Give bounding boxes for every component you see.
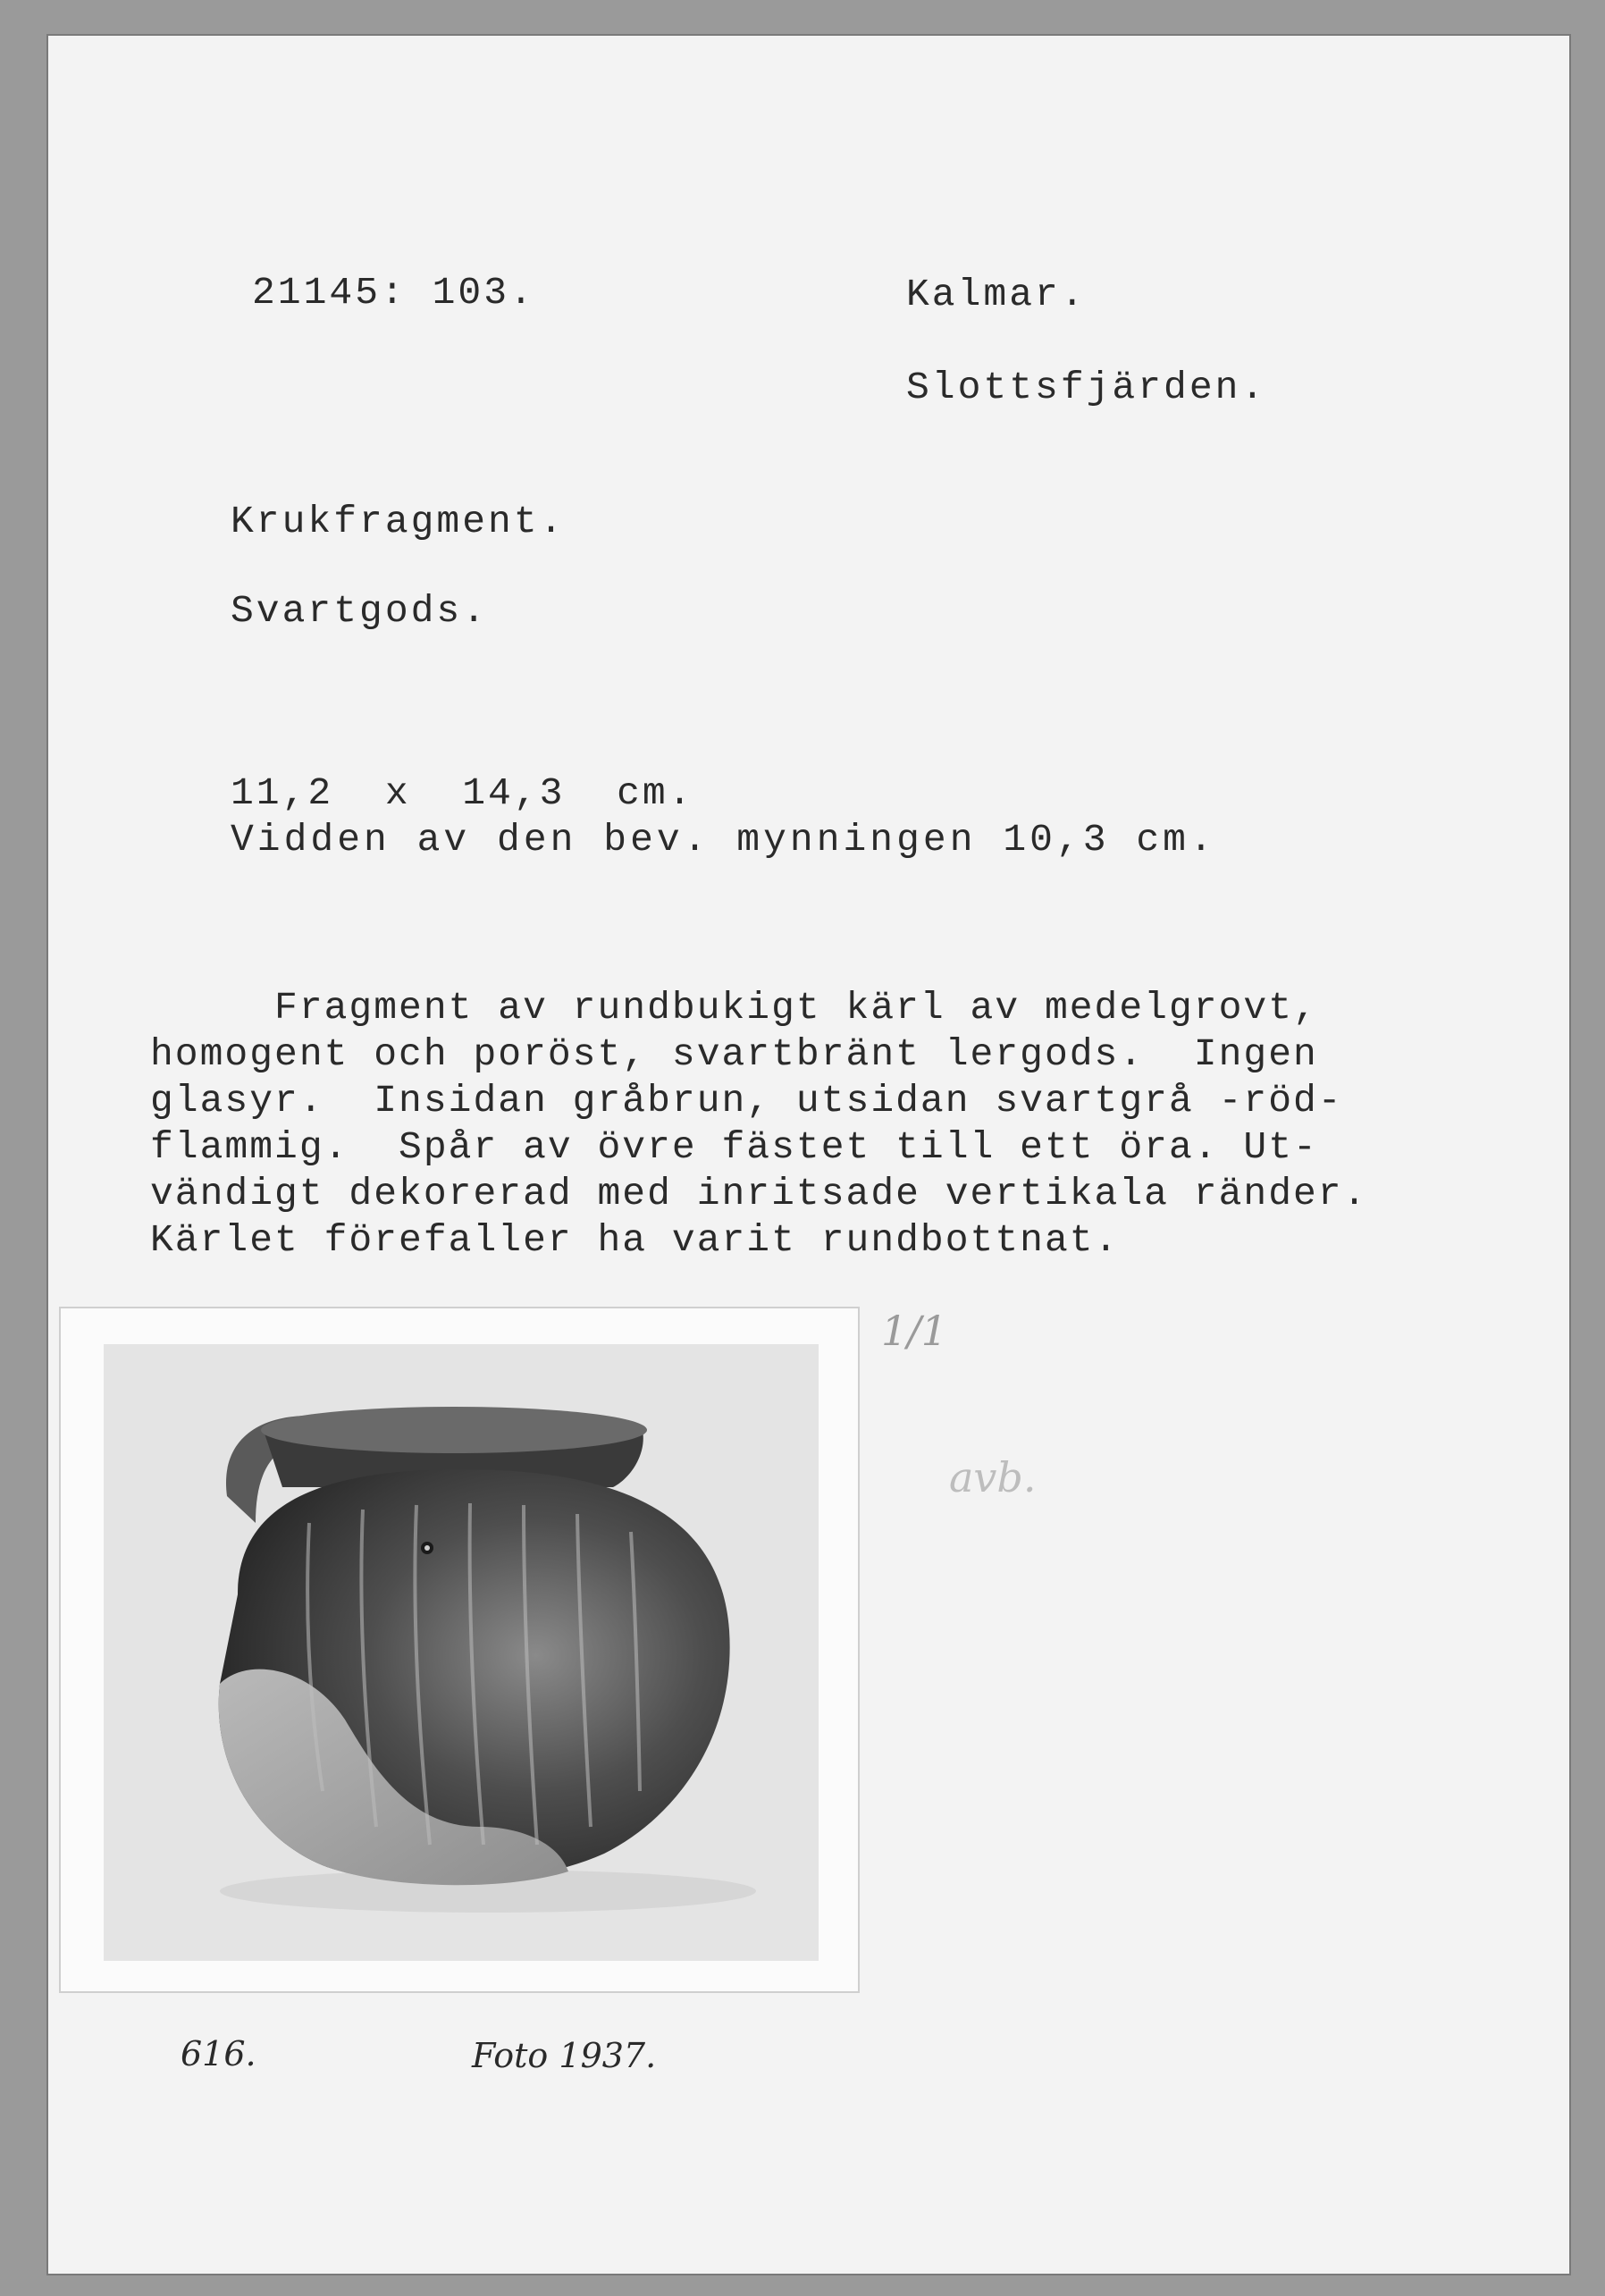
- place-name: Kalmar.: [906, 273, 1087, 316]
- photo-mount: [59, 1307, 860, 1993]
- description-line: homogent och poröst, svartbränt lergods. Ingen: [150, 1032, 1318, 1076]
- description-line: flammig. Spår av övre fästet till ett öra. Ut-: [150, 1125, 1318, 1169]
- object-dimensions: 11,2 x 14,3 cm.: [231, 771, 694, 815]
- description-line: glasyr. Insidan gråbrun, utsidan svartgrå -röd-: [150, 1079, 1343, 1123]
- description-line: Fragment av rundbukigt kärl av medelgrovt,: [150, 986, 1318, 1030]
- object-name: Krukfragment.: [231, 500, 566, 543]
- description-line: vändigt dekorerad med inritsade vertikala ränder.: [150, 1172, 1368, 1215]
- object-material: Svartgods.: [231, 589, 489, 633]
- faint-pencil-note: avb.: [949, 1453, 1037, 1501]
- site-name: Slottsfjärden.: [906, 366, 1267, 409]
- catalog-card: [46, 34, 1571, 2275]
- catalog-number: 21145: 103.: [252, 271, 535, 315]
- description-paragraph: [150, 985, 1367, 1264]
- description-line: Kärlet förefaller ha varit rundbottnat.: [150, 1218, 1120, 1262]
- photo-year: Foto 1937.: [472, 2036, 657, 2075]
- mouth-width: Vidden av den bev. mynningen 10,3 cm.: [231, 818, 1216, 862]
- pot-fragment-photo: [104, 1344, 819, 1961]
- pot-fragment-image: [104, 1344, 819, 1961]
- photo-number: 616.: [181, 2034, 256, 2073]
- scale-note: 1/1: [881, 1307, 948, 1355]
